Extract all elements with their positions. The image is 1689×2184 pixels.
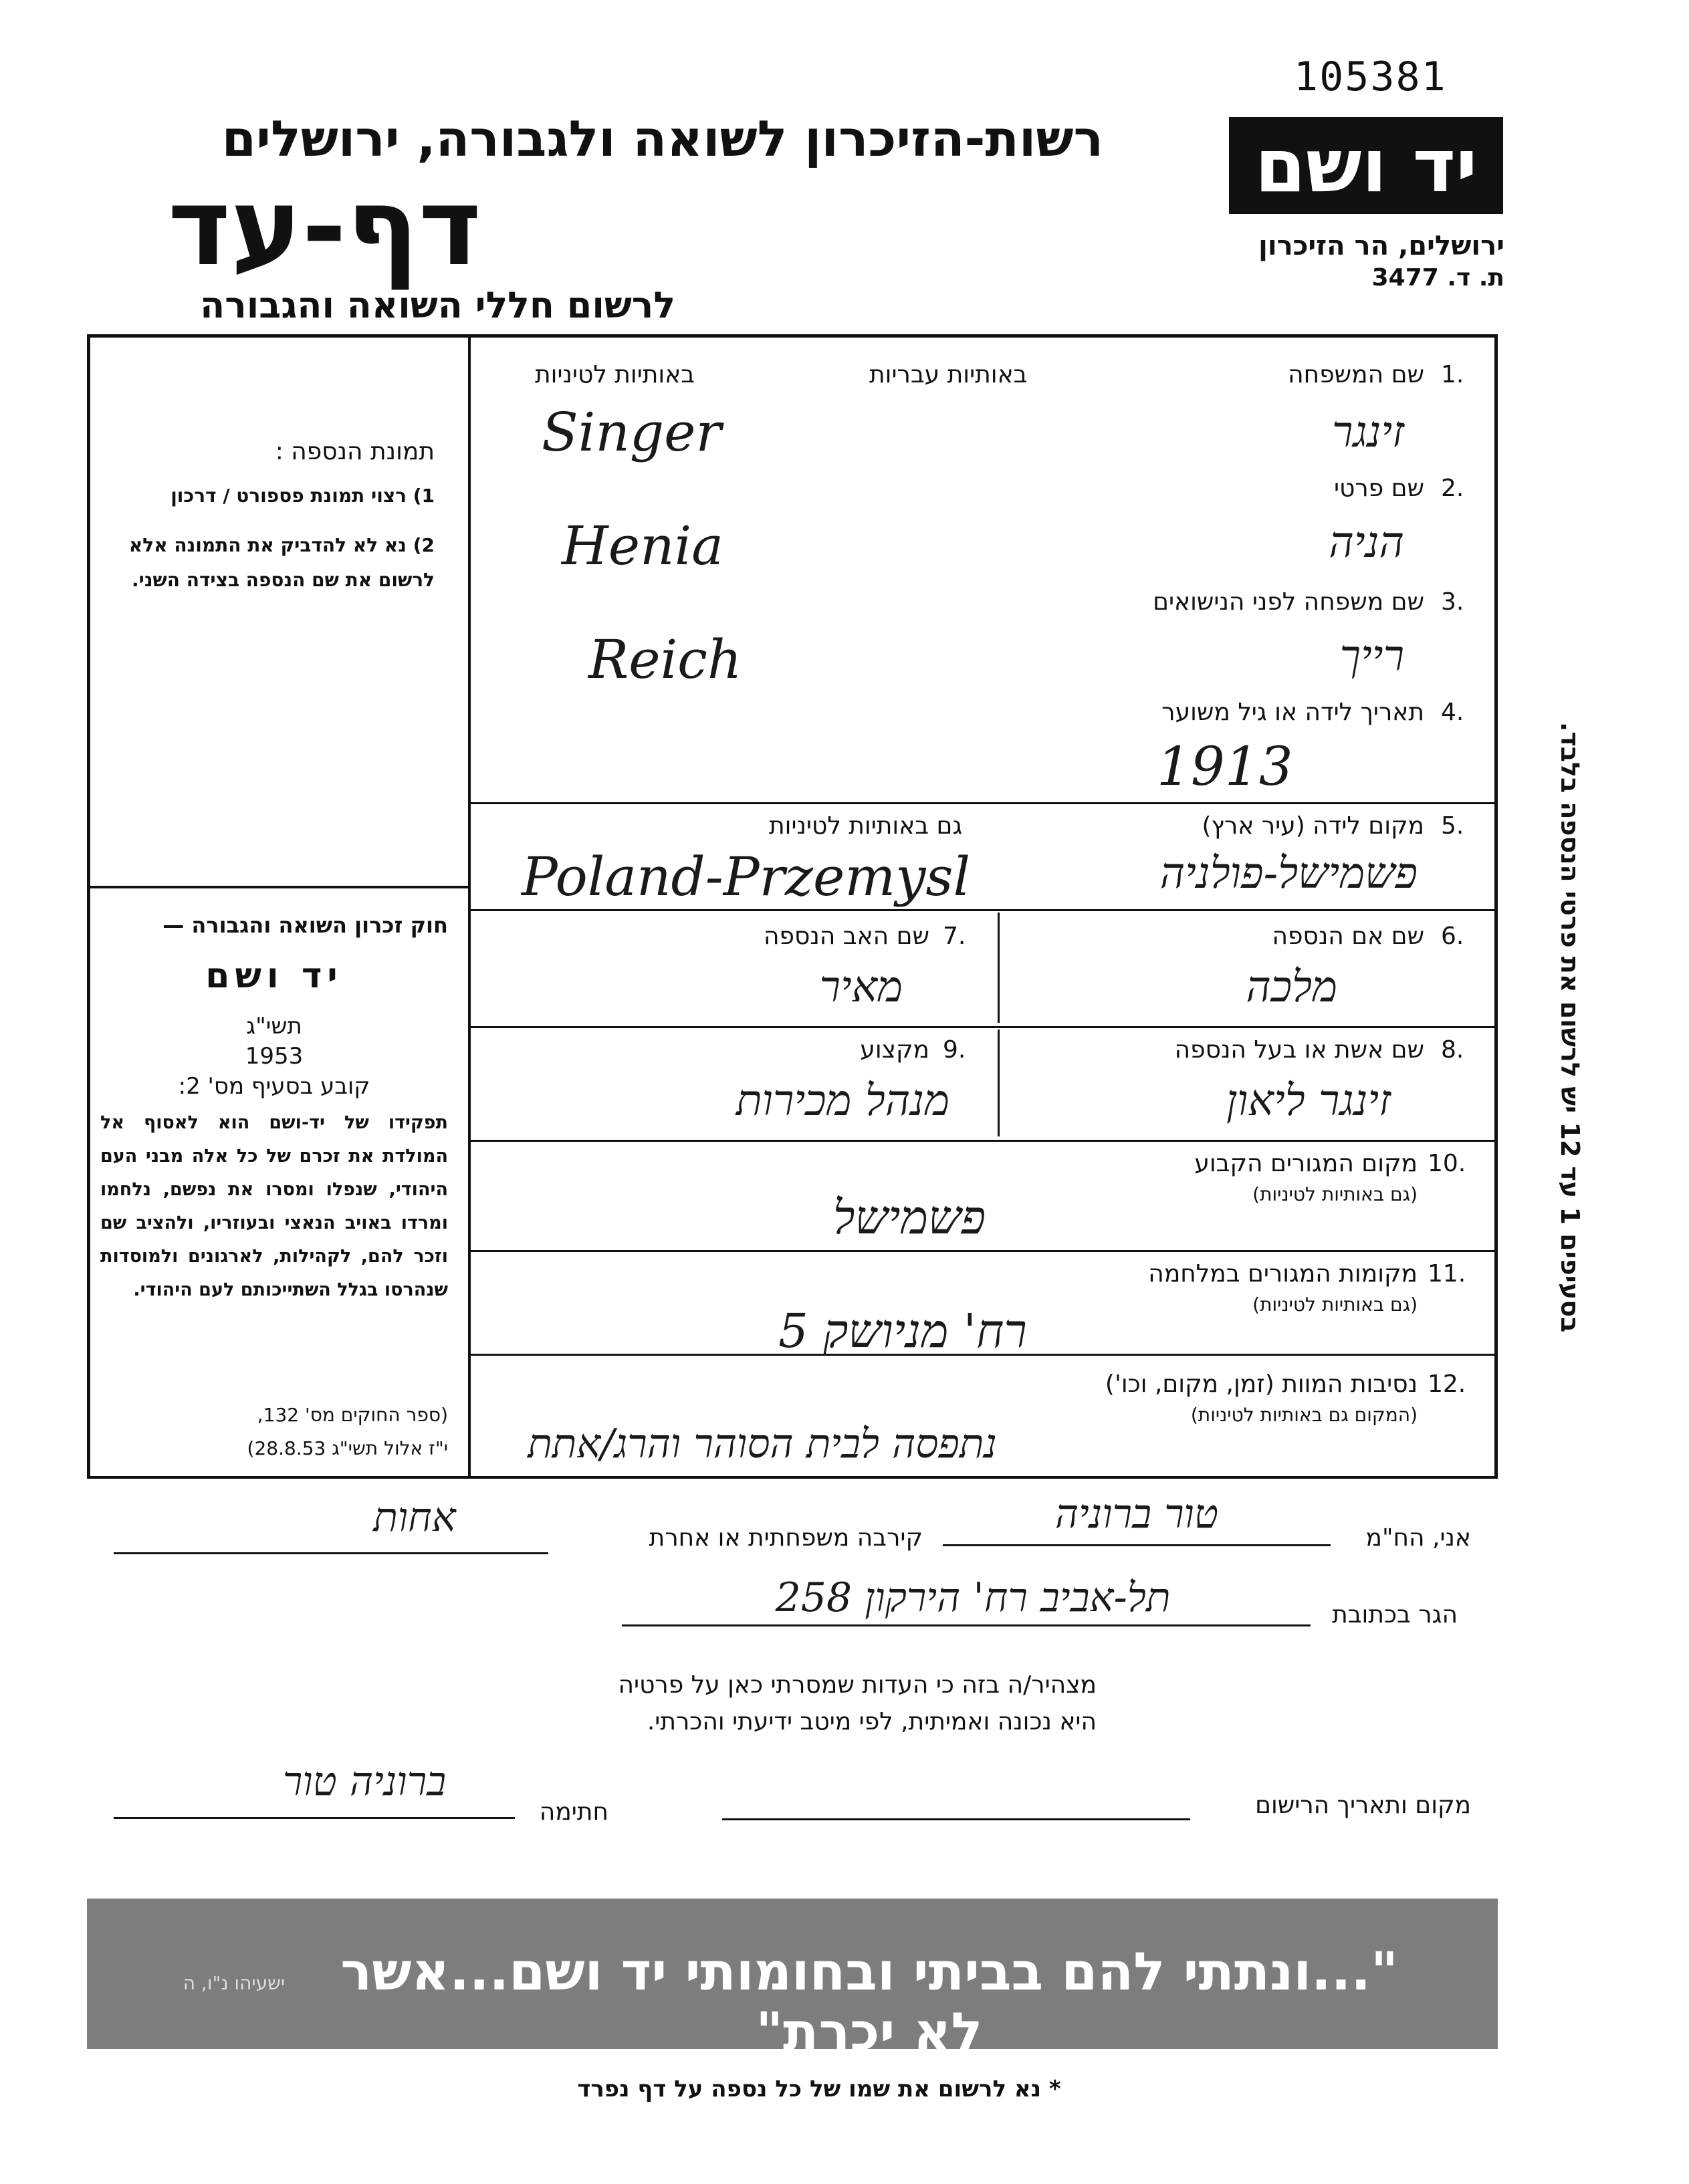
field-11-label: מקומות המגורים במלחמה [1148,1260,1418,1288]
footnote: * נא לרשום את שמו של כל נספה על דף נפרד [577,2076,1061,2102]
law-yad-vashem: יד ושם [205,956,343,996]
field-12-sublabel: (המקום גם באותיות לטיניות) [1190,1404,1418,1426]
declaration-line-1: מצהיר/ה בזה כי העדות שמסרתי כאן על פרטיה [618,1671,1097,1699]
side-note [1555,722,1585,1390]
field-4-label: תאריך לידה או גיל משוער [1161,699,1424,726]
law-year: 1953 [245,1043,304,1070]
field-10-value[interactable]: פשמישל [832,1190,986,1245]
field-7-number: 7. [943,923,966,950]
field-10-sublabel: (גם באותיות לטיניות) [1252,1183,1418,1205]
field-1-hebrew-value[interactable]: זינגר [1332,408,1404,457]
field-10-number: 10. [1428,1150,1466,1177]
field-6-label: שם אם הנספה [1272,923,1424,950]
field-6-value[interactable]: מלכה [1246,963,1337,1012]
page-title: דף-עד [167,164,481,289]
field-9-label: מקצוע [860,1036,929,1064]
column-header-hebrew: באותיות עבריות [869,361,1028,388]
page-subtitle: לרשום חללי השואה והגבורה [200,284,675,326]
law-year-hebrew: תשי"ג [246,1013,302,1040]
institution-location: ירושלים, הר הזיכרון [1258,231,1504,261]
law-clause: קובע בסעיף מס' 2: [178,1073,370,1100]
column-header-latin: באותיות לטיניות [535,361,695,388]
signature-label: חתימה [539,1798,608,1826]
field-8-number: 8. [1441,1036,1464,1064]
relation-value[interactable]: אחות [373,1494,456,1541]
field-10-label: מקום המגורים הקבוע [1194,1150,1418,1177]
photo-box-title: תמונת הנספה : [275,438,435,465]
yad-vashem-logo [1229,117,1503,214]
signature-line [114,1817,515,1819]
field-7-value[interactable]: מאיר [819,963,903,1012]
field-3-label: שם משפחה לפני הנישואים [1153,588,1424,616]
banner-quote: "...ונתתי להם בביתי ובחומותי יד ושם...אשר לא יכרת" [340,1942,1398,2062]
declarant-i-label: אני, הח"מ [1365,1524,1471,1552]
field-7-label: שם האב הנספה [764,923,929,950]
photo-instruction-2: 2) נא לא להדביק את התמונה אלא לרשום את שם הנספה בצידה השני. [128,534,435,591]
field-8-value[interactable]: זינגר ליאון [1226,1076,1391,1126]
field-5-latin-value[interactable]: Poland-Przemysl [522,846,971,908]
signature[interactable]: ברוניה טור [282,1758,447,1805]
address-line [622,1624,1311,1626]
field-1-latin-value[interactable]: Singer [542,401,721,463]
field-5-hebrew-value[interactable]: פשמישל-פולניה [1159,849,1418,898]
field-3-number: 3. [1441,588,1464,616]
field-12-number: 12. [1428,1370,1466,1398]
relation-line [114,1552,548,1554]
field-6-number: 6. [1441,923,1464,950]
banner-citation: ישעיהו נ"ו, ה [183,1972,286,1994]
address-label: הגר בכתובת [1332,1601,1458,1628]
field-2-latin-value[interactable]: Henia [562,515,723,577]
field-12-label: נסיבות המוות (זמן, מקום, וכו') [1105,1370,1418,1398]
law-title: חוק זכרון השואה והגבורה — [162,913,448,938]
field-9-value[interactable]: מנהל מכירות [736,1076,949,1126]
serial-number: 105381 [1294,53,1447,100]
place-date-label: מקום ותאריך הרישום [1255,1792,1471,1819]
relation-label: קירבה משפחתית או אחרת [649,1524,923,1552]
po-box: ת. ד. 3477 [1371,264,1504,291]
field-2-label: שם פרטי [1333,475,1424,502]
declarant-name[interactable]: טור ברוניה [1054,1491,1219,1538]
field-9-number: 9. [943,1036,966,1064]
field-11-sublabel: (גם באותיות לטיניות) [1252,1294,1418,1316]
side-note-text: בסעיפים 1 עד 12 יש לרשום את פרטי הנספה בלבד. [1555,722,1585,1333]
field-2-hebrew-value[interactable]: הניה [1329,518,1404,568]
law-text: תפקידו של יד-ושם הוא לאסוף אל המולדת את זכרם של כל אלה מבני העם היהודי, שנפלו ומסרו את נפשם, נלחמו ומרדו באויב הנאצי ובעוזריו, ולהציב שם וזכר להם, לקהילות, לארגונים ולמוסדות שנהרסו בגלל השתייכותם לעם היהודי. [100,1112,448,1300]
field-4-value[interactable]: 1913 [1157,735,1293,798]
logo-text: יד ושם [1254,122,1478,209]
field-8-label: שם אשת או בעל הנספה [1174,1036,1424,1064]
photo-instruction-1: 1) רצוי תמונת פספורט / דרכון [171,485,435,507]
field-4-number: 4. [1441,699,1464,726]
field-5-latin-label: גם באותיות לטיניות [769,812,963,840]
field-11-number: 11. [1428,1260,1466,1288]
declaration-line-2: היא נכונה ואמיתית, לפי מיטב ידיעתי והכרתי. [647,1708,1097,1735]
field-11-value[interactable]: רח' מניושק 5 [778,1304,1027,1358]
field-5-number: 5. [1441,812,1464,840]
address-value[interactable]: תל-אביב רח' הירקון 258 [775,1574,1171,1621]
field-3-latin-value[interactable]: Reich [588,628,742,691]
authority-title: רשות-הזיכרון לשואה ולגבורה, ירושלים [221,110,1103,168]
field-5-label: מקום לידה (עיר ארץ) [1202,812,1424,840]
declarant-name-line [943,1544,1331,1546]
field-1-label: שם המשפחה [1288,361,1424,388]
law-date: י"ז אלול תשי"ג 28.8.53) [247,1437,448,1459]
field-12-value[interactable]: נתפסה לבית הסוהר והרג/אתת [528,1421,997,1467]
place-date-line [722,1818,1190,1820]
field-1-number: 1. [1441,361,1464,388]
law-source: (ספר החוקים מס' 132, [257,1404,448,1426]
field-2-number: 2. [1441,475,1464,502]
field-3-hebrew-value[interactable]: רייך [1339,632,1404,681]
